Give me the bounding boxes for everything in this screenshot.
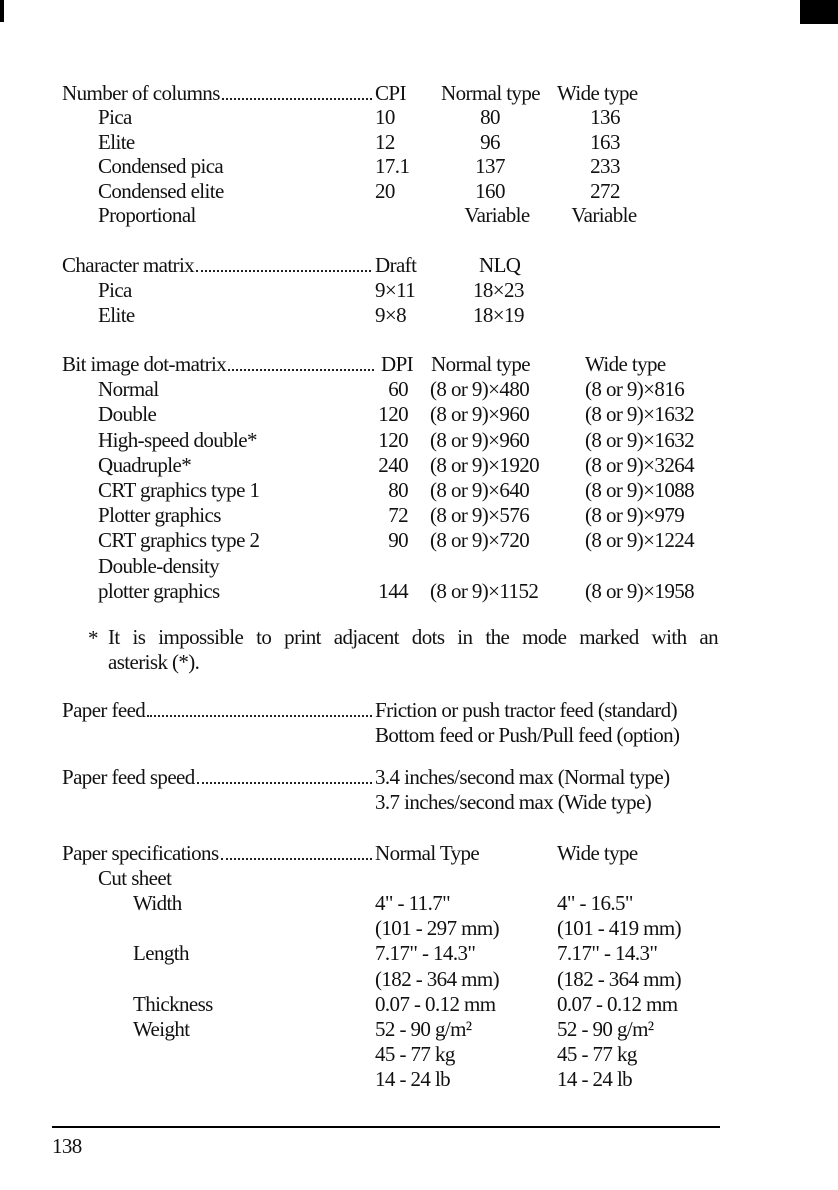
- page-number: 138: [52, 1134, 82, 1158]
- wide-value: 136: [590, 105, 620, 130]
- dpi-value: 60: [388, 377, 408, 402]
- dpi-value: 120: [378, 427, 408, 452]
- matrix-heading-label: Character matrix: [62, 253, 195, 277]
- wide-value: 272: [590, 178, 620, 203]
- normal-value: 0.07 - 0.12 mm: [375, 991, 496, 1016]
- draft-value: 9×8: [375, 303, 407, 327]
- wide-value: (8 or 9)×1224: [585, 528, 695, 553]
- wide-value: (8 or 9)×979: [585, 503, 685, 528]
- cpi-value: 20: [375, 178, 395, 203]
- col-header-normal: Normal Type: [375, 841, 480, 865]
- row-label: Elite: [98, 303, 135, 327]
- dpi-value: 240: [378, 452, 408, 477]
- dot-leader: [147, 715, 372, 717]
- wide-value: 7.17" - 14.3": [557, 941, 658, 966]
- paper-feed-value: Friction or push tractor feed (standard): [375, 698, 677, 722]
- row-label: Condensed elite: [98, 178, 224, 203]
- wide-value: (8 or 9)×1958: [585, 578, 695, 603]
- dot-leader: [228, 369, 374, 371]
- col-header-cpi: CPI: [375, 81, 406, 105]
- row-label: CRT graphics type 2: [98, 528, 260, 553]
- normal-value: 52 - 90 g/m²: [375, 1016, 472, 1041]
- normal-value: 4" - 11.7": [375, 891, 451, 916]
- dot-leader: [222, 98, 372, 100]
- cpi-value: 12: [375, 129, 395, 154]
- row-label: Double-density: [98, 553, 220, 578]
- normal-value: (8 or 9)×720: [430, 528, 530, 553]
- normal-value: (101 - 297 mm): [375, 916, 499, 941]
- dot-leader: [197, 782, 372, 784]
- dpi-value: 120: [378, 402, 408, 427]
- wide-value: 52 - 90 g/m²: [557, 1016, 654, 1041]
- cpi-value: 10: [375, 105, 395, 130]
- cpi-value: 17.1: [375, 154, 410, 179]
- row-label: Plotter graphics: [98, 503, 221, 528]
- row-label: Double: [98, 402, 157, 427]
- row-label: Weight: [133, 1016, 190, 1041]
- wide-value: (8 or 9)×1088: [585, 478, 695, 502]
- scan-edge-mark: [0, 0, 4, 22]
- row-label: Pica: [98, 278, 132, 302]
- normal-value: (8 or 9)×640: [430, 478, 530, 502]
- row-label: High-speed double*: [98, 427, 257, 452]
- normal-value: (8 or 9)×960: [430, 402, 530, 427]
- paper-feed-heading-label: Paper feed: [62, 698, 146, 722]
- row-label: Normal: [98, 377, 159, 402]
- col-header-normal: Normal type: [441, 81, 540, 105]
- nlq-value: 18×19: [473, 303, 524, 327]
- matrix-heading: [62, 253, 373, 277]
- row-label: Pica: [98, 105, 132, 130]
- footer-rule: [52, 1126, 720, 1128]
- wide-value: (182 - 364 mm): [557, 966, 681, 991]
- normal-value: (8 or 9)×1920: [430, 452, 540, 477]
- row-label: Proportional: [98, 203, 196, 227]
- wide-value: (8 or 9)×3264: [585, 452, 695, 477]
- row-label: Length: [133, 941, 189, 966]
- row-label: Quadruple*: [98, 452, 192, 477]
- col-header-draft: Draft: [375, 253, 417, 277]
- footnote-text: It is impossible to print adjacent dots in the mode marked with an: [108, 625, 718, 649]
- normal-value: 45 - 77 kg: [375, 1041, 455, 1066]
- footnote-text-cont: asterisk (*).: [108, 650, 200, 674]
- dpi-value: [0, 554, 408, 578]
- wide-value: 0.07 - 0.12 mm: [557, 991, 678, 1016]
- row-label: Condensed pica: [98, 154, 224, 179]
- normal-value: 80: [480, 105, 500, 130]
- dpi-value: 90: [388, 528, 408, 553]
- row-label: Thickness: [133, 991, 213, 1016]
- nlq-value: 18×23: [473, 278, 524, 302]
- normal-value: (8 or 9)×576: [430, 503, 530, 528]
- normal-value: 160: [475, 178, 505, 203]
- col-header-wide: Wide type: [557, 81, 638, 105]
- row-label: Elite: [98, 129, 135, 154]
- wide-value: (101 - 419 mm): [557, 916, 681, 941]
- normal-value: 137: [475, 154, 505, 179]
- paper-feed-speed-value: 3.7 inches/second max (Wide type): [375, 790, 652, 814]
- wide-value: (8 or 9)×1632: [585, 427, 695, 452]
- wide-value: Variable: [571, 203, 637, 227]
- paper-specs-heading: [62, 841, 374, 865]
- normal-value: (8 or 9)×960: [430, 427, 530, 452]
- col-header-wide: Wide type: [557, 841, 638, 865]
- wide-value: 45 - 77 kg: [557, 1041, 637, 1066]
- dot-leader: [221, 858, 372, 860]
- normal-value: (182 - 364 mm): [375, 966, 499, 991]
- col-header-dpi: DPI: [381, 352, 414, 376]
- paper-feed-value: Bottom feed or Push/Pull feed (option): [375, 723, 680, 747]
- wide-value: 4" - 16.5": [557, 891, 633, 916]
- footnote-asterisk: *: [88, 626, 98, 650]
- row-label: plotter graphics: [98, 578, 220, 603]
- draft-value: 9×11: [375, 278, 416, 302]
- row-label: Cut sheet: [98, 866, 172, 891]
- thumb-tab-mark: [800, 0, 838, 24]
- wide-value: 163: [590, 129, 620, 154]
- col-header-normal: Normal type: [431, 352, 530, 376]
- wide-value: (8 or 9)×1632: [585, 402, 695, 427]
- dot-leader: [196, 270, 371, 272]
- normal-value: 7.17" - 14.3": [375, 941, 476, 966]
- row-label: CRT graphics type 1: [98, 478, 260, 502]
- normal-value: 96: [480, 129, 500, 154]
- wide-value: 233: [590, 154, 620, 179]
- columns-heading: [62, 81, 374, 105]
- paper-feed-heading: [62, 698, 374, 722]
- wide-value: 14 - 24 lb: [557, 1066, 633, 1091]
- columns-heading-label: Number of columns: [62, 81, 220, 105]
- wide-value: (8 or 9)×816: [585, 377, 685, 402]
- bitimage-heading: [62, 352, 376, 376]
- col-header-nlq: NLQ: [479, 253, 521, 277]
- dpi-value: 72: [388, 503, 408, 528]
- paper-feed-speed-heading: [62, 765, 374, 789]
- paper-feed-speed-value: 3.4 inches/second max (Normal type): [375, 765, 670, 789]
- paper-specs-heading-label: Paper specifications: [62, 841, 219, 865]
- normal-value: (8 or 9)×1152: [430, 578, 539, 603]
- paper-feed-speed-heading-label: Paper feed speed: [62, 765, 195, 789]
- row-label: Width: [133, 891, 182, 916]
- dpi-value: 80: [388, 478, 408, 502]
- col-header-wide: Wide type: [585, 352, 666, 376]
- bitimage-heading-label: Bit image dot-matrix: [62, 352, 227, 376]
- normal-value: (8 or 9)×480: [430, 377, 530, 402]
- dpi-value: 144: [378, 578, 408, 603]
- normal-value: 14 - 24 lb: [375, 1066, 451, 1091]
- normal-value: Variable: [464, 203, 530, 227]
